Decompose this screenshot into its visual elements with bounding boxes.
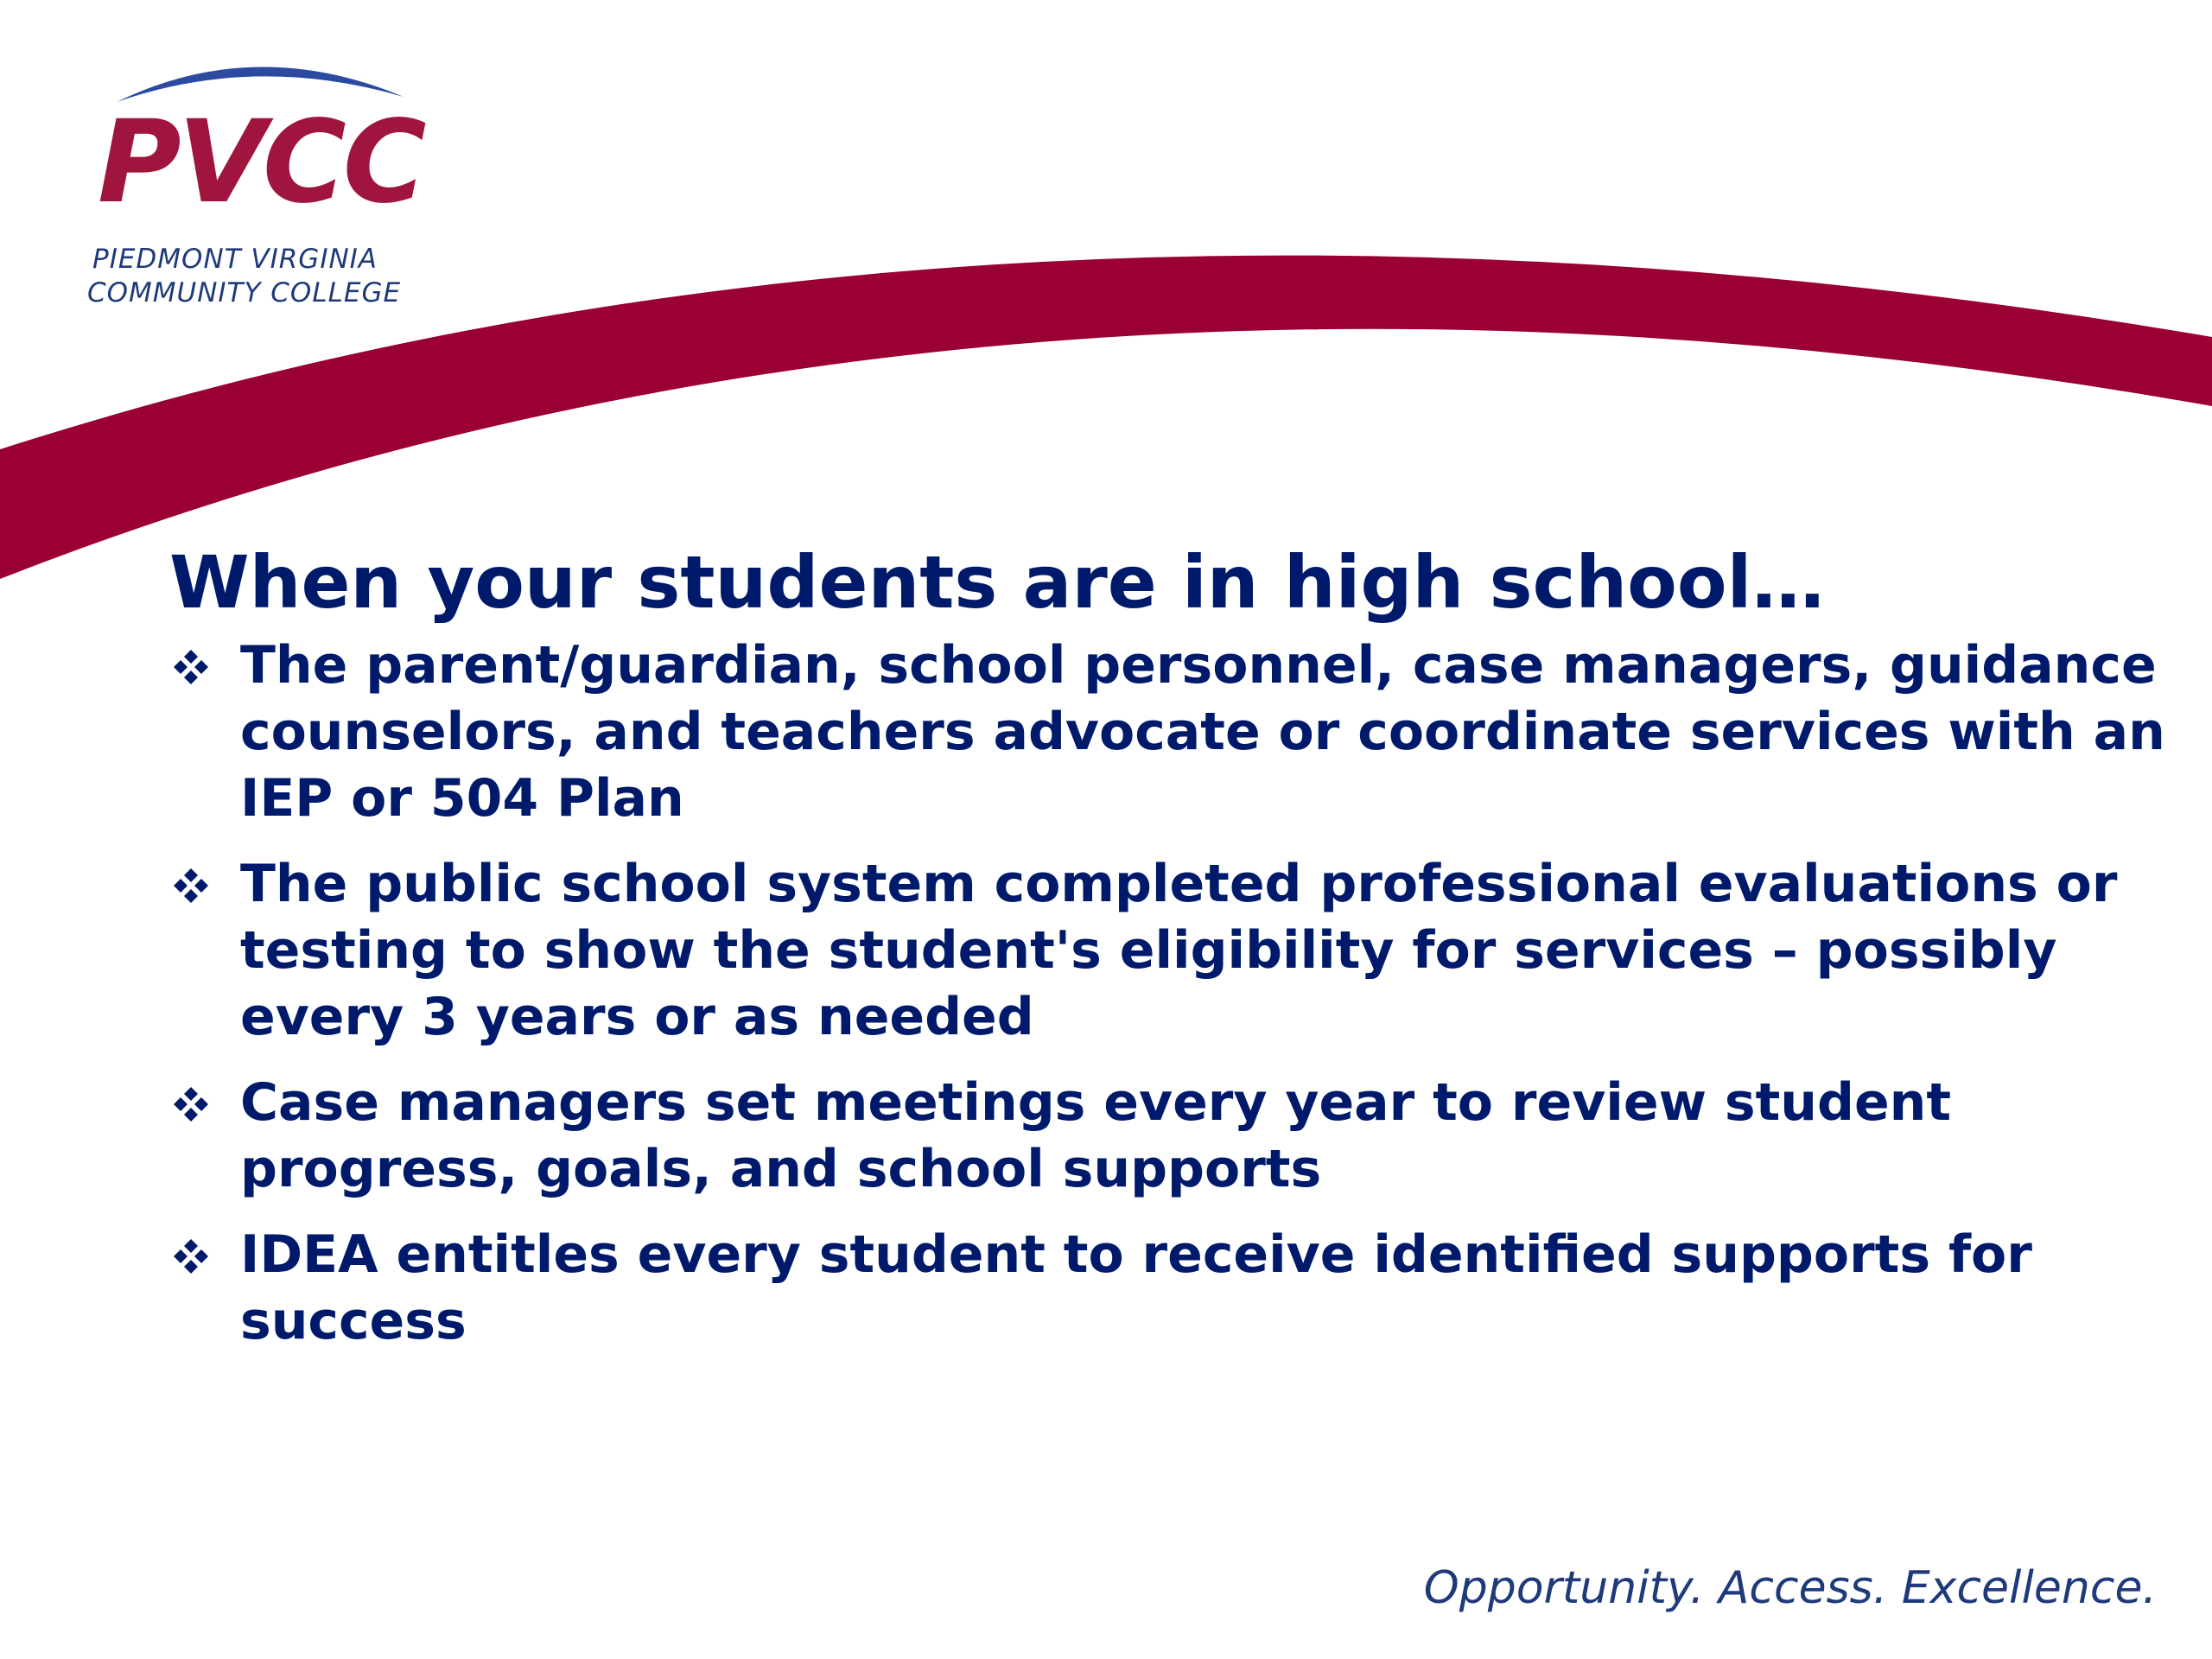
logo-college-line-1: PIEDMONT VIRGINIA <box>92 244 378 275</box>
bullet-item <box>169 1070 2174 1203</box>
bullet-item <box>169 1222 2174 1355</box>
bullet-list <box>169 632 2174 1355</box>
bullet-item <box>169 632 2174 832</box>
logo-wordmark: PVCC <box>98 96 423 229</box>
slide-title: When your students are in high school… <box>169 540 1825 625</box>
tagline: Opportunity. Access. Excellence. <box>1423 1562 2157 1614</box>
four-diamond-bullet-icon <box>173 868 209 904</box>
four-diamond-bullet-icon <box>173 1238 209 1274</box>
bullet-item <box>169 851 2174 1051</box>
bullet-text: Case managers set meetings every year to review student progress, goals, and school supports <box>240 1072 1952 1200</box>
slide-content <box>169 540 2174 1374</box>
logo-college-line-2: COMMUNITY COLLEGE <box>87 277 402 308</box>
bullet-text: The parent/guardian, school personnel, case managers, guidance counselors, and teachers advocate or coordinate services with an IEP or 504 Plan <box>240 635 2165 830</box>
pvcc-logo <box>82 43 428 308</box>
bullet-text: The public school system completed professional evaluations or testing to show the student's eligibility for services – possibly every 3 years or as needed <box>240 854 2118 1048</box>
bullet-text: IDEA entitles every student to receive identified supports for success <box>240 1224 2032 1352</box>
four-diamond-bullet-icon <box>173 1086 209 1122</box>
four-diamond-bullet-icon <box>173 649 209 685</box>
